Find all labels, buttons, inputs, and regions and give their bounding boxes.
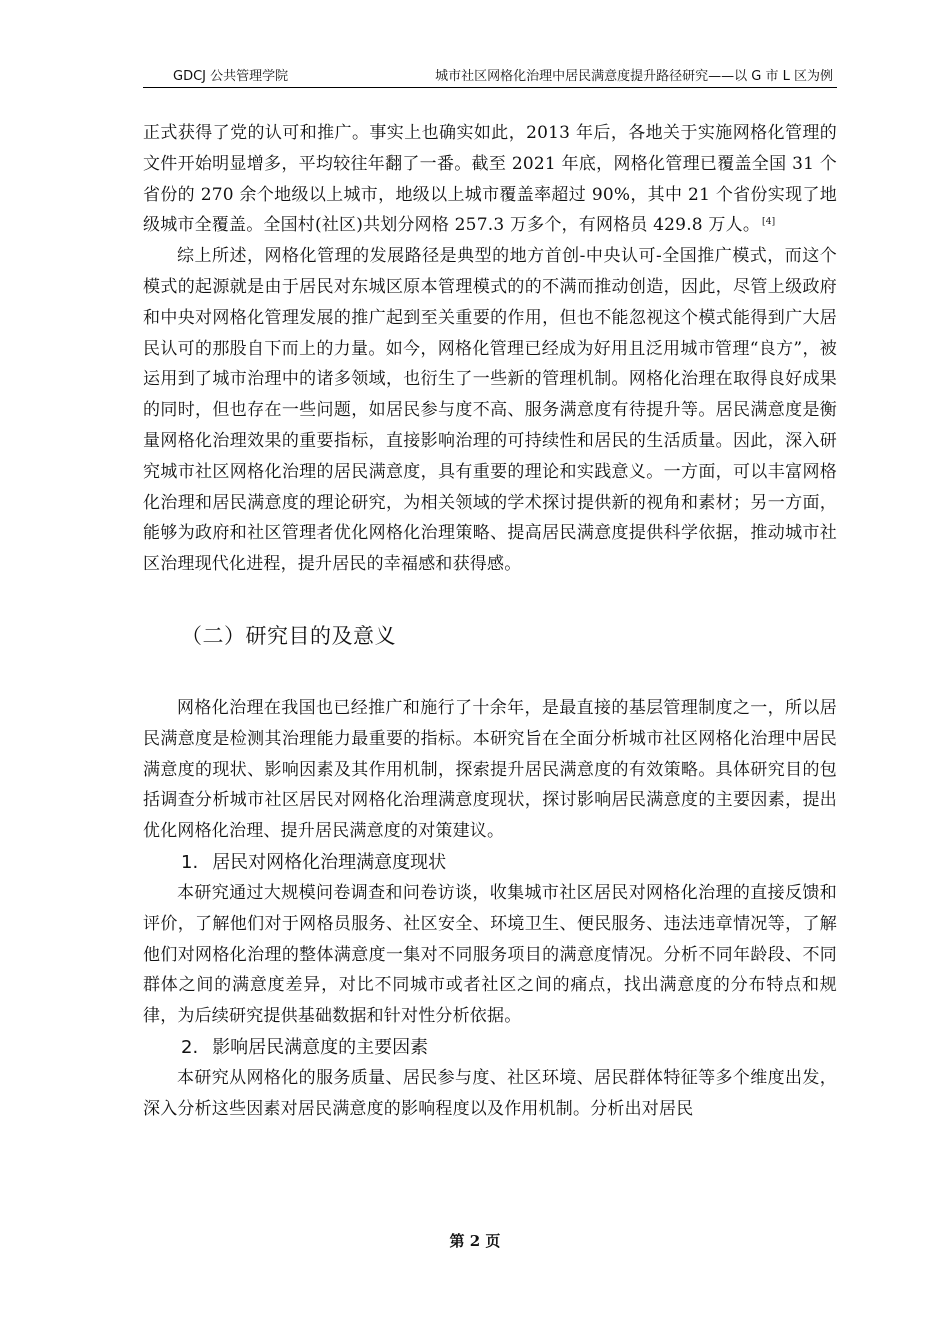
subheading-2 <box>143 1032 837 1063</box>
subheading-1 <box>143 847 837 878</box>
header-title: 城市社区网格化治理中居民满意度提升路径研究——以 G 市 L 区为例 <box>435 69 833 84</box>
header-school: GDCJ 公共管理学院 <box>173 69 289 84</box>
paragraph-1 <box>143 118 837 241</box>
paragraph-5: 本研究从网格化的服务质量、居民参与度、社区环境、居民群体特征等多个维度出发，深入分析这些因素对居民满意度的影响程度以及作用机制。分析出对居民 <box>143 1067 837 1119</box>
paragraph-3: 网格化治理在我国也已经推广和施行了十余年，是最直接的基层管理制度之一，所以居民满意度是检测其治理能力最重要的指标。本研究旨在全面分析城市社区网格化治理中居民满意度的现状、影响因素及其作用机制，探索提升居民满意度的有效策略。具体研究目的包括调查分析城市社区居民对网格化治理满意度现状，探讨影响居民满意度的主要因素，提出优化网格化治理、提升居民满意度的对策建议。 <box>143 697 837 842</box>
subheading-2-number: 2. <box>181 1036 199 1058</box>
page-number: 第 2 页 <box>449 1232 501 1250</box>
paragraph-4: 本研究通过大规模问卷调查和问卷访谈，收集城市社区居民对网格化治理的直接反馈和评价，了解他们对于网格员服务、社区安全、环境卫生、便民服务、违法违章情况等，了解他们对网格化治理的整体满意度一集对不同服务项目的满意度情况。分析不同年龄段、不同群体之间的满意度差异，对比不同城市或者社区之间的痛点，找出满意度的分布特点和规律，为后续研究提供基础数据和针对性分析依据。 <box>143 882 837 1027</box>
subheading-1-text: 居民对网格化治理满意度现状 <box>212 851 447 873</box>
page-header <box>143 68 837 88</box>
section-heading: （二）研究目的及意义 <box>181 623 396 648</box>
paragraph-2: 综上所述，网格化管理的发展路径是典型的地方首创-中央认可-全国推广模式，而这个模式的起源就是由于居民对东城区原本管理模式的的不满而推动创造，因此，尽管上级政府和中央对网格化管理发展的推广起到至关重要的作用，但也不能忽视这个模式能得到广大居民认可的那股自下而上的力量。如今，网格化管理已经成为好用且泛用城市管理“良方”，被运用到了城市治理中的诸多领域，也衍生了一些新的管理机制。网格化治理在取得良好成果的同时，但也存在一些问题，如居民参与度不高、服务满意度有待提升等。居民满意度是衡量网格化治理效果的重要指标，直接影响治理的可持续性和居民的生活质量。因此，深入研究城市社区网格化治理的居民满意度，具有重要的理论和实践意义。一方面，可以丰富网格化治理和居民满意度的理论研究，为相关领域的学术探讨提供新的视角和素材；另一方面，能够为政府和社区管理者优化网格化治理策略、提高居民满意度提供科学依据，推动城市社区治理现代化进程，提升居民的幸福感和获得感。 <box>143 246 837 575</box>
subheading-2-text: 影响居民满意度的主要因素 <box>212 1036 429 1058</box>
body-text <box>143 118 837 1125</box>
subheading-1-number: 1. <box>181 851 199 873</box>
citation-4: [4] <box>762 217 776 228</box>
paragraph-1-text: 正式获得了党的认可和推广。事实上也确实如此，2013 年后，各地关于实施网格化管理的文件开始明显增多，平均较往年翻了一番。截至 2021 年底，网格化管理已覆盖全国 31 个省份的 270 余个地级以上城市，地级以上城市覆盖率超过 90%，其中 21 个省份实现了地级城市全覆盖。全国村(社区)共划分网格 257.3 万多个，有网格员 429.8 万人。 <box>143 123 837 236</box>
